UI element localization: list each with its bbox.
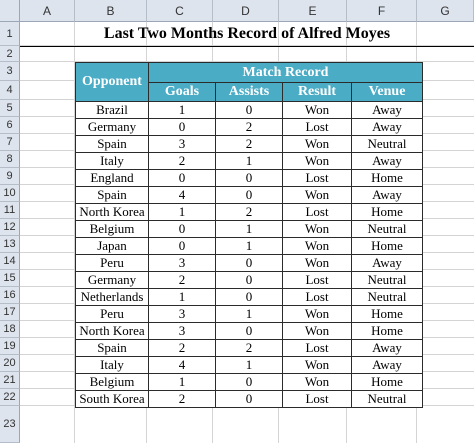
opponent-cell[interactable]: Belgium	[76, 374, 149, 391]
assists-cell[interactable]: 0	[216, 272, 283, 289]
table-row	[76, 357, 423, 374]
match-record-header[interactable]: Match Record	[149, 63, 423, 83]
assists-cell[interactable]: 0	[216, 255, 283, 272]
row-header-21[interactable]: 21	[0, 372, 20, 389]
opponent-cell[interactable]: Brazil	[76, 102, 149, 119]
result-cell[interactable]: Lost	[283, 119, 352, 136]
result-cell[interactable]: Lost	[283, 391, 352, 408]
row-header-15[interactable]: 15	[0, 270, 20, 287]
column-header-c[interactable]: C	[147, 0, 213, 22]
assists-header[interactable]: Assists	[216, 83, 283, 102]
row-header-7[interactable]: 7	[0, 134, 20, 151]
assists-cell[interactable]: 1	[216, 357, 283, 374]
table-row	[76, 187, 423, 204]
opponent-cell[interactable]: Spain	[76, 187, 149, 204]
assists-cell[interactable]: 1	[216, 306, 283, 323]
opponent-cell[interactable]: England	[76, 170, 149, 187]
match-record-table	[75, 62, 423, 408]
table-row	[76, 340, 423, 357]
column-header-e[interactable]: E	[279, 0, 347, 22]
assists-cell[interactable]: 2	[216, 136, 283, 153]
result-cell[interactable]: Won	[283, 238, 352, 255]
row-header-3[interactable]: 3	[0, 62, 20, 81]
result-cell[interactable]: Lost	[283, 204, 352, 221]
venue-cell[interactable]: Away	[352, 187, 423, 204]
row-header-6[interactable]: 6	[0, 117, 20, 134]
row-header-1[interactable]: 1	[0, 22, 20, 46]
venue-cell[interactable]: Home	[352, 323, 423, 340]
venue-cell[interactable]: Home	[352, 238, 423, 255]
venue-cell[interactable]: Away	[352, 153, 423, 170]
venue-cell[interactable]: Home	[352, 170, 423, 187]
assists-cell[interactable]: 0	[216, 187, 283, 204]
row-header-11[interactable]: 11	[0, 202, 20, 219]
assists-cell[interactable]: 2	[216, 119, 283, 136]
goals-cell[interactable]: 2	[149, 391, 216, 408]
table-row	[76, 119, 423, 136]
row-header-2[interactable]: 2	[0, 46, 20, 62]
opponent-cell[interactable]: Germany	[76, 272, 149, 289]
column-header-b[interactable]: B	[75, 0, 147, 22]
assists-cell[interactable]: 1	[216, 238, 283, 255]
venue-cell[interactable]: Home	[352, 204, 423, 221]
goals-cell[interactable]: 1	[149, 374, 216, 391]
table-row	[76, 238, 423, 255]
goals-cell[interactable]: 3	[149, 136, 216, 153]
result-cell[interactable]: Won	[283, 306, 352, 323]
row-header-10[interactable]: 10	[0, 185, 20, 202]
opponent-cell[interactable]: Italy	[76, 357, 149, 374]
row-header-18[interactable]: 18	[0, 321, 20, 338]
goals-cell[interactable]: 1	[149, 102, 216, 119]
opponent-cell[interactable]: North Korea	[76, 204, 149, 221]
table-row	[76, 272, 423, 289]
opponent-header[interactable]: Opponent	[76, 63, 149, 102]
goals-cell[interactable]: 1	[149, 289, 216, 306]
result-cell[interactable]: Lost	[283, 272, 352, 289]
result-cell[interactable]: Lost	[283, 340, 352, 357]
venue-header[interactable]: Venue	[352, 83, 423, 102]
table-row	[76, 153, 423, 170]
result-cell[interactable]: Won	[283, 187, 352, 204]
result-cell[interactable]: Won	[283, 136, 352, 153]
assists-cell[interactable]: 0	[216, 102, 283, 119]
venue-cell[interactable]: Home	[352, 306, 423, 323]
goals-cell[interactable]: 0	[149, 170, 216, 187]
result-cell[interactable]: Won	[283, 153, 352, 170]
row-header-19[interactable]: 19	[0, 338, 20, 355]
venue-cell[interactable]: Home	[352, 374, 423, 391]
row-header-12[interactable]: 12	[0, 219, 20, 236]
column-header-g[interactable]: G	[417, 0, 474, 22]
goals-cell[interactable]: 3	[149, 255, 216, 272]
row-header-14[interactable]: 14	[0, 253, 20, 270]
result-cell[interactable]: Won	[283, 374, 352, 391]
result-cell[interactable]: Lost	[283, 170, 352, 187]
result-cell[interactable]: Won	[283, 357, 352, 374]
table-row	[76, 102, 423, 119]
opponent-cell[interactable]: Peru	[76, 255, 149, 272]
venue-cell[interactable]: Away	[352, 340, 423, 357]
venue-cell[interactable]: Neutral	[352, 391, 423, 408]
opponent-cell[interactable]: Japan	[76, 238, 149, 255]
assists-cell[interactable]: 2	[216, 340, 283, 357]
opponent-cell[interactable]: Netherlands	[76, 289, 149, 306]
goals-cell[interactable]: 4	[149, 187, 216, 204]
table-row	[76, 289, 423, 306]
result-cell[interactable]: Won	[283, 102, 352, 119]
opponent-cell[interactable]: North Korea	[76, 323, 149, 340]
column-header-a[interactable]: A	[20, 0, 75, 22]
row-header-23[interactable]: 23	[0, 406, 20, 443]
opponent-cell[interactable]: Belgium	[76, 221, 149, 238]
row-header-5[interactable]: 5	[0, 100, 20, 117]
venue-cell[interactable]: Away	[352, 102, 423, 119]
goals-cell[interactable]: 3	[149, 306, 216, 323]
goals-cell[interactable]: 4	[149, 357, 216, 374]
row-header-22[interactable]: 22	[0, 389, 20, 406]
goals-cell[interactable]: 3	[149, 323, 216, 340]
table-row	[76, 323, 423, 340]
column-header-f[interactable]: F	[347, 0, 417, 22]
opponent-cell[interactable]: Germany	[76, 119, 149, 136]
venue-cell[interactable]: Away	[352, 119, 423, 136]
assists-cell[interactable]: 0	[216, 374, 283, 391]
table-row	[76, 255, 423, 272]
venue-cell[interactable]: Neutral	[352, 289, 423, 306]
opponent-cell[interactable]: Peru	[76, 306, 149, 323]
table-row	[76, 204, 423, 221]
select-all-corner[interactable]	[0, 0, 20, 22]
column-header-d[interactable]: D	[213, 0, 279, 22]
table-row	[76, 221, 423, 238]
row-header-4[interactable]: 4	[0, 81, 20, 100]
venue-cell[interactable]: Neutral	[352, 136, 423, 153]
table-row	[76, 391, 423, 408]
assists-cell[interactable]: 1	[216, 153, 283, 170]
venue-cell[interactable]: Away	[352, 357, 423, 374]
assists-cell[interactable]: 0	[216, 289, 283, 306]
row-header-8[interactable]: 8	[0, 151, 20, 168]
row-header-17[interactable]: 17	[0, 304, 20, 321]
assists-cell[interactable]: 0	[216, 391, 283, 408]
row-header-16[interactable]: 16	[0, 287, 20, 304]
venue-cell[interactable]: Away	[352, 255, 423, 272]
assists-cell[interactable]: 0	[216, 170, 283, 187]
result-cell[interactable]: Won	[283, 255, 352, 272]
goals-header[interactable]: Goals	[149, 83, 216, 102]
goals-cell[interactable]: 1	[149, 204, 216, 221]
goals-cell[interactable]: 0	[149, 119, 216, 136]
goals-cell[interactable]: 2	[149, 340, 216, 357]
opponent-cell[interactable]: Spain	[76, 136, 149, 153]
row-header-20[interactable]: 20	[0, 355, 20, 372]
assists-cell[interactable]: 0	[216, 323, 283, 340]
result-cell[interactable]: Won	[283, 323, 352, 340]
goals-cell[interactable]: 0	[149, 238, 216, 255]
table-row	[76, 170, 423, 187]
venue-cell[interactable]: Neutral	[352, 272, 423, 289]
assists-cell[interactable]: 1	[216, 221, 283, 238]
opponent-cell[interactable]: South Korea	[76, 391, 149, 408]
table-row	[76, 306, 423, 323]
table-row	[76, 136, 423, 153]
goals-cell[interactable]: 2	[149, 153, 216, 170]
goals-cell[interactable]: 2	[149, 272, 216, 289]
opponent-cell[interactable]: Spain	[76, 340, 149, 357]
row-header-9[interactable]: 9	[0, 168, 20, 185]
opponent-cell[interactable]: Italy	[76, 153, 149, 170]
result-cell[interactable]: Lost	[283, 289, 352, 306]
venue-cell[interactable]: Neutral	[352, 221, 423, 238]
table-row	[76, 374, 423, 391]
sheet-title[interactable]: Last Two Months Record of Alfred Moyes	[20, 22, 474, 47]
goals-cell[interactable]: 0	[149, 221, 216, 238]
row-header-13[interactable]: 13	[0, 236, 20, 253]
result-header[interactable]: Result	[283, 83, 352, 102]
result-cell[interactable]: Won	[283, 221, 352, 238]
assists-cell[interactable]: 2	[216, 204, 283, 221]
